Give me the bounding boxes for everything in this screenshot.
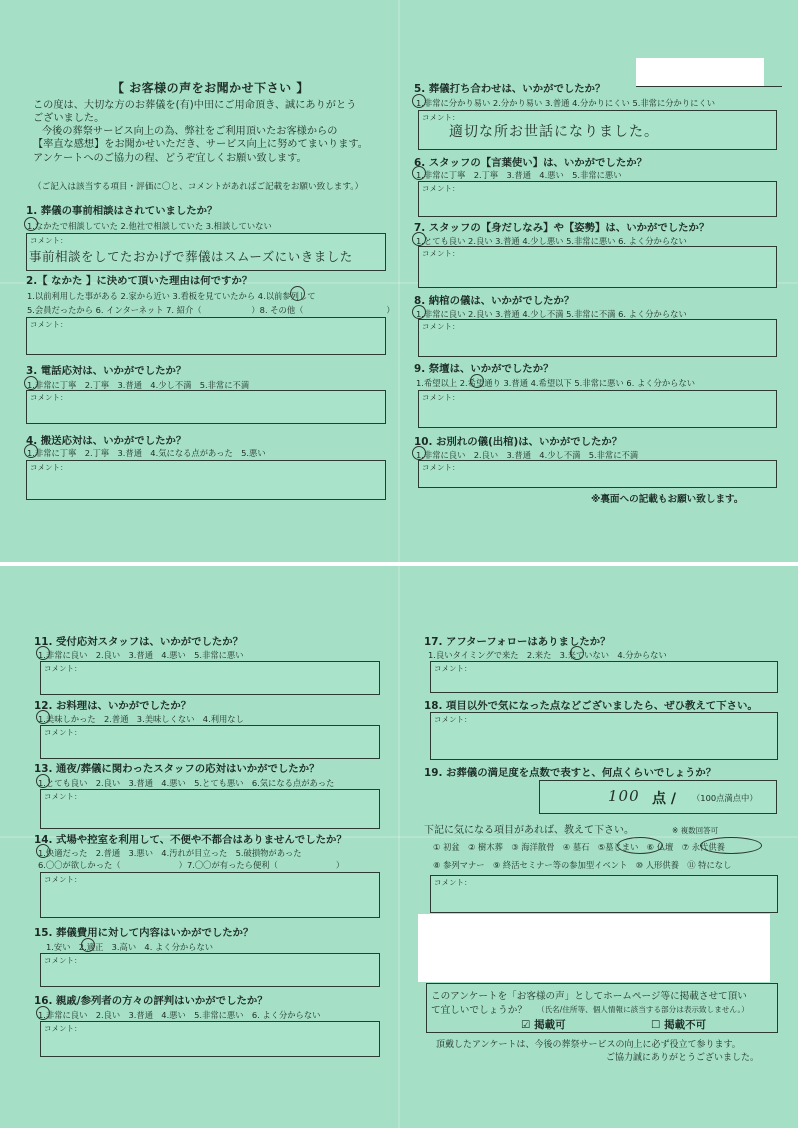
selection-circle [36,710,50,724]
question-6-title: 6. スタッフの【言葉使い】は、いかがでしたか？ [414,157,647,169]
question-12-comment-box[interactable] [40,725,380,759]
survey-page-back [0,566,798,1128]
question-5-comment-box[interactable] [418,110,777,150]
comment-label: コメント： [434,878,472,887]
footer-line-2: ご協力誠にありがとうございました。 [606,1053,760,1063]
interest-comment-box[interactable] [430,875,778,913]
selection-circle [24,376,38,390]
selection-circle [36,844,50,858]
intro-line-3: 今後の葬祭サービス向上の為、弊社をご利用頂いたお客様からの [42,126,338,137]
question-2-title: 2.【 なかた 】に決めて頂いた理由は何ですか？ [26,275,253,287]
question-1-options: 1.なかたで相談していた 2.他社で相談していた 3.相談していない [27,221,272,231]
question-4-title: 4. 搬送応対は、いかがでしたか？ [26,435,187,447]
question-14-title: 14. 式場や控室を利用して、不便や不都合はありませんでしたか？ [34,834,347,846]
question-10-comment-box[interactable] [418,460,777,488]
selection-circle [24,444,38,458]
comment-label: コメント： [44,664,82,673]
score-box[interactable] [539,780,777,814]
interest-options-row-1: ① 初盆 ② 樹木葬 ③ 海洋散骨 ④ 墓石 ⑤墓じまい ⑥ 仏壇 ⑦ 永代供養 [433,842,725,852]
question-14-options: 1.快適だった 2.普通 3.悪い 4.汚れが目立った 5.破損物があった [38,848,302,858]
publish-line-2: て宜しいでしょうか？ [431,1005,527,1016]
comment-label: コメント： [30,393,68,402]
comment-label: コメント： [44,792,82,801]
selection-circle [290,286,305,301]
selection-circle [412,446,426,460]
question-13-comment-box[interactable] [40,789,380,829]
score-value: 100 [608,787,640,805]
question-9-comment-box[interactable] [418,390,777,428]
question-16-options: 1.非常に良い 2.良い 3.普通 4.悪い 5.非常に悪い 6. よく分からない [38,1010,321,1020]
question-9-title: 9. 祭壇は、いかがでしたか？ [414,363,554,375]
selection-circle [412,94,426,108]
question-7-comment-box[interactable] [418,246,777,288]
publish-privacy-note: （氏名/住所等、個人情報に該当する部分は表示致しません。） [537,1005,749,1014]
question-10-options: 1.非常に良い 2.良い 3.普通 4.少し不満 5.非常に不満 [416,450,639,460]
question-13-options: 1.とても良い 2.良い 3.普通 4.悪い 5.とても悪い 6.気になる点があった [38,778,335,788]
comment-label: コメント： [422,322,460,331]
comment-label: コメント： [422,393,460,402]
question-3-options: 1.非常に丁寧 2.丁寧 3.普通 4.少し不満 5.非常に不満 [27,380,250,390]
publish-line-1: このアンケートを「お客様の声」としてホームページ等に掲載させて頂い [431,991,747,1002]
comment-label: コメント： [44,875,82,884]
question-1-comment-box[interactable] [26,233,386,271]
question-18-title: 18. 項目以外で気になった点などございましたら、ぜひ教えて下さい。 [424,700,758,712]
question-4-comment-box[interactable] [26,460,386,500]
publish-ng-checkbox[interactable]: ☐ 掲載不可 [651,1019,707,1031]
question-15-comment-box[interactable] [40,953,380,987]
interest-lead: 下記に気になる項目があれば、教えて下さい。 [424,825,634,836]
multi-answer-note: ※ 複数回答可 [672,826,719,835]
question-2-options: 1.以前利用した事がある 2.家から近い 3.看板を見ていたから 4.以前参列して [27,291,316,301]
question-11-options: 1.非常に良い 2.良い 3.普通 4.悪い 5.非常に悪い [38,650,244,660]
question-8-comment-box[interactable] [418,319,777,357]
question-8-options: 1.非常に良い 2.良い 3.普通 4.少し不満 5.非常に不満 6. よく分からない [416,309,687,319]
selection-circle [470,374,484,388]
question-15-options: 1.安い 2.適正 3.高い 4. よく分からない [46,942,214,952]
question-10-title: 10. お別れの儀(出棺)は、いかがでしたか？ [414,436,623,448]
question-5-title: 5. 葬儀打ち合わせは、いかがでしたか？ [414,83,606,95]
question-18-comment-box[interactable] [430,712,778,760]
selection-circle [412,166,426,180]
intro-line-2: ございました。 [33,113,105,124]
redacted-area [636,58,764,86]
selection-circle [36,646,50,660]
question-6-options: 1.非常に丁寧 2.丁寧 3.普通 4.悪い 5.非常に悪い [416,170,622,180]
publish-ok-checkbox[interactable]: ☑ 掲載可 [521,1019,566,1031]
comment-label: コメント： [422,113,460,122]
selection-circle [412,305,426,319]
comment-label: コメント： [44,1024,82,1033]
question-19-title: 19. お葬儀の満足度を点数で表すと、何点くらいでしょうか？ [424,767,717,779]
selection-circle [700,837,762,854]
question-5-options: 1.非常に分かり易い 2.分かり易い 3.普通 4.分かりにくい 5.非常に分かりにくい [416,98,716,108]
question-6-comment-box[interactable] [418,181,777,217]
name-underline [636,86,782,87]
comment-label: コメント： [434,715,472,724]
question-1-comment: 事前相談をしてたおかげで葬儀はスムーズにいきました [29,249,353,264]
intro-line-1: この度は、大切な方のお葬儀を(有)中田にご用命頂き、誠にありがとう [33,100,357,111]
question-16-comment-box[interactable] [40,1021,380,1057]
question-13-title: 13. 通夜/葬儀に関わったスタッフの応対はいかがでしたか？ [34,763,320,775]
question-17-title: 17. アフターフォローはありましたか？ [424,636,611,648]
question-9-options: 1.希望以上 2.希望通り 3.普通 4.希望以下 5.非常に悪い 6. よく分からない [416,378,696,388]
comment-label: コメント： [44,956,82,965]
selection-circle [24,217,38,231]
question-3-comment-box[interactable] [26,390,386,424]
question-17-options: 1.良いタイミングで来た 2.来た 3.来ていない 4.分からない [428,650,667,660]
comment-label: コメント： [30,320,68,329]
selection-circle [36,774,50,788]
comment-label: コメント： [30,463,68,472]
comment-label: コメント： [434,664,472,673]
question-16-title: 16. 親戚/参列者の方々の評判はいかがでしたか？ [34,995,268,1007]
selection-circle [81,938,95,952]
comment-label: コメント： [44,728,82,737]
comment-label: コメント： [422,184,460,193]
page-title: 【 お客様の声をお聞かせ下さい 】 [112,81,309,95]
comment-label: コメント： [30,236,68,245]
redacted-area [418,914,770,982]
question-11-title: 11. 受付応対スタッフは、いかがでしたか？ [34,636,244,648]
selection-circle [36,1006,50,1020]
selection-circle [617,837,663,854]
question-2-comment-box[interactable] [26,317,386,355]
question-4-options: 1.非常に丁寧 2.丁寧 3.普通 4.気になる点があった 5.悪い [27,448,266,458]
question-17-comment-box[interactable] [430,661,778,693]
question-14-comment-box[interactable] [40,872,380,918]
question-1-title: 1. 葬儀の事前相談はされていましたか？ [26,205,218,217]
question-12-title: 12. お料理は、いかがでしたか？ [34,700,192,712]
selection-circle [570,646,584,660]
intro-line-5: アンケートへのご協力の程、どうぞ宜しくお願い致します。 [33,153,307,164]
comment-label: コメント： [422,249,460,258]
question-3-title: 3. 電話応対は、いかがでしたか？ [26,365,187,377]
question-8-title: 8. 納棺の儀は、いかがでしたか？ [414,295,575,307]
publish-consent-box [426,983,778,1033]
back-side-note: ※裏面への記載もお願い致します。 [591,494,744,505]
instruction-note: （ご記入は該当する項目・評価に〇と、コメントがあればご記載をお願い致します。） [33,182,364,192]
score-max: （100点満点中） [692,793,758,803]
question-2-options-2: 5.会員だったから 6. インターネット 7. 紹介（ ）8. その他（ ） [27,305,395,315]
interest-options-row-2: ⑧ 参列マナー ⑨ 終活セミナー等の参加型イベント ⑩ 人形供養 ⑪ 特になし [433,860,732,870]
intro-line-4: 【率直な感想】をお聞かせいただき、サービス向上に努めてまいります。 [33,139,368,150]
question-15-title: 15. 葬儀費用に対して内容はいかがでしたか？ [34,927,254,939]
score-unit: 点 / [652,791,676,807]
comment-label: コメント： [422,463,460,472]
question-7-title: 7. スタッフの【身だしなみ】や【姿勢】は、いかがでしたか？ [414,222,710,234]
question-14-options-2: 6.〇〇が欲しかった（ ）7.〇〇が有ったら便利（ ） [38,860,345,870]
question-5-comment: 適切な所お世話になりました。 [449,124,659,140]
question-11-comment-box[interactable] [40,661,380,695]
question-7-options: 1.とても良い 2.良い 3.普通 4.少し悪い 5.非常に悪い 6. よく分からない [416,236,687,246]
survey-page-front [0,0,798,562]
footer-line-1: 頂戴したアンケートは、今後の葬祭サービスの向上に必ず役立て参ります。 [436,1040,741,1050]
selection-circle [412,232,426,246]
question-12-options: 1.美味しかった 2.普通 3.美味しくない 4.利用なし [38,714,244,724]
